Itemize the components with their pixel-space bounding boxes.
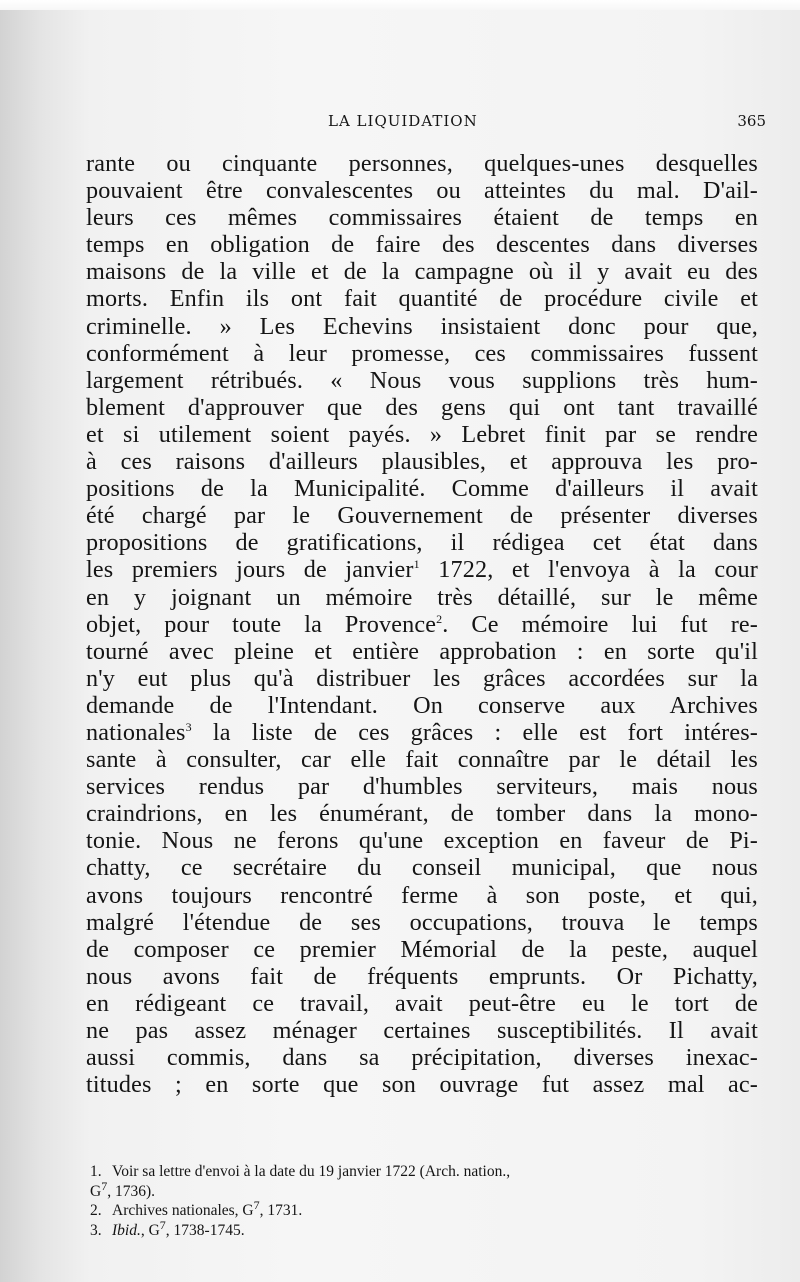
text-line: tourné avec pleine et entière approbation : en sorte qu'il <box>86 637 758 665</box>
text-line: avons toujours rencontré ferme à son poste, et qui, <box>86 881 758 909</box>
text-line: sante à consulter, car elle fait connaître par le détail les <box>86 746 758 774</box>
text-line: à ces raisons d'ailleurs plausibles, et approuva les pro- <box>86 448 758 476</box>
page-header <box>84 112 766 136</box>
text-segment: nationales <box>86 718 186 746</box>
text-line: largement rétribués. « Nous vous supplions très hum- <box>86 366 758 394</box>
text-line: leurs ces mêmes commissaires étaient de temps en <box>86 204 758 232</box>
footnote-text: Archives nationales, G <box>112 1202 254 1219</box>
footnote-1 <box>90 1162 758 1182</box>
footnote-1-continuation <box>90 1178 758 1202</box>
text-line: n'y eut plus qu'à distribuer les grâces accordées sur la <box>86 664 758 692</box>
body-text <box>86 150 758 1098</box>
text-segment: . Ce mémoire lui fut re- <box>442 610 758 638</box>
running-title: LA LIQUIDATION <box>328 112 478 130</box>
text-segment: la liste de ces grâces : elle est fort intéres- <box>191 718 758 746</box>
text-line: nous avons fait de fréquents emprunts. Or Pichatty, <box>86 962 758 990</box>
text-line-with-footnote-1 <box>86 556 758 583</box>
footnote-number: 3. <box>90 1221 102 1239</box>
text-line-with-footnote-3 <box>86 719 758 746</box>
text-line: conformément à leur promesse, ces commissaires fussent <box>86 339 758 367</box>
text-line: craindrions, en les énumérant, de tomber dans la mono- <box>86 800 758 828</box>
text-line: été chargé par le Gouvernement de présenter diverses <box>86 502 758 530</box>
text-line: demande de l'Intendant. On conserve aux Archives <box>86 691 758 719</box>
footnote-2 <box>90 1197 758 1221</box>
text-line: en y joignant un mémoire très détaillé, sur le même <box>86 583 758 611</box>
text-line: ne pas assez ménager certaines susceptibilités. Il avait <box>86 1017 758 1044</box>
footnote-number: 2. <box>90 1202 102 1219</box>
text-line: aussi commis, dans sa précipitation, diverses inexac- <box>86 1044 758 1072</box>
text-line: services rendus par d'humbles serviteurs, mais nous <box>86 773 758 801</box>
footnote-text: , 1738-1745. <box>165 1221 245 1239</box>
footnote-3 <box>90 1217 758 1241</box>
text-line: blement d'approuver que des gens qui ont tant travaillé <box>86 393 758 421</box>
text-segment: les premiers jours de janvier <box>86 556 414 584</box>
footnote-mark-3: 3 <box>185 719 192 734</box>
text-segment: objet, pour toute la Provence <box>86 610 437 638</box>
footnote-mark-2: 2 <box>436 611 443 626</box>
text-line: maisons de la ville et de la campagne où il y avait eu des <box>86 258 758 286</box>
page-number: 365 <box>737 112 766 130</box>
text-line: et si utilement soient payés. » Lebret finit par se rendre <box>86 420 758 448</box>
footnote-text: G <box>90 1182 102 1200</box>
text-line: titudes ; en sorte que son ouvrage fut assez mal ac- <box>86 1071 758 1099</box>
footnote-ibid: Ibid. <box>112 1221 141 1239</box>
text-line: criminelle. » Les Echevins insistaient donc pour que, <box>86 312 758 340</box>
footnote-text: , 1731. <box>259 1202 303 1219</box>
text-line: chatty, ce secrétaire du conseil municipal, que nous <box>86 854 758 882</box>
text-line: morts. Enfin ils ont fait quantité de procédure civile et <box>86 285 758 313</box>
text-line: propositions de gratifications, il rédigea cet état dans <box>86 529 758 557</box>
text-line: de composer ce premier Mémorial de la peste, auquel <box>86 935 758 963</box>
scan-edge <box>0 0 800 10</box>
text-line: malgré l'étendue de ses occupations, trouva le temps <box>86 908 758 936</box>
text-segment: 1722, et l'envoya à la cour <box>419 556 759 584</box>
footnotes <box>90 1162 758 1240</box>
text-line: tonie. Nous ne ferons qu'une exception en faveur de Pi- <box>86 827 758 855</box>
text-line: temps en obligation de faire des descentes dans diverses <box>86 231 758 259</box>
text-line-with-footnote-2 <box>86 611 758 638</box>
text-line: en rédigeant ce travail, avait peut-être eu le tort de <box>86 989 758 1017</box>
text-line: positions de la Municipalité. Comme d'ailleurs il avait <box>86 475 758 503</box>
footnote-mark-1: 1 <box>413 557 420 572</box>
footnote-text: , 1736). <box>107 1182 155 1200</box>
footnote-number: 1. <box>90 1163 102 1180</box>
superscript: 7 <box>253 1197 260 1212</box>
text-line: pouvaient être convalescentes ou atteintes du mal. D'ail- <box>86 177 758 205</box>
footnote-text: Voir sa lettre d'envoi à la date du 19 janvier 1722 (Arch. nation., <box>112 1163 511 1180</box>
footnote-text: , G <box>140 1221 160 1239</box>
superscript: 7 <box>159 1217 166 1232</box>
superscript: 7 <box>101 1178 108 1193</box>
text-line: rante ou cinquante personnes, quelques-unes desquelles <box>86 150 758 177</box>
